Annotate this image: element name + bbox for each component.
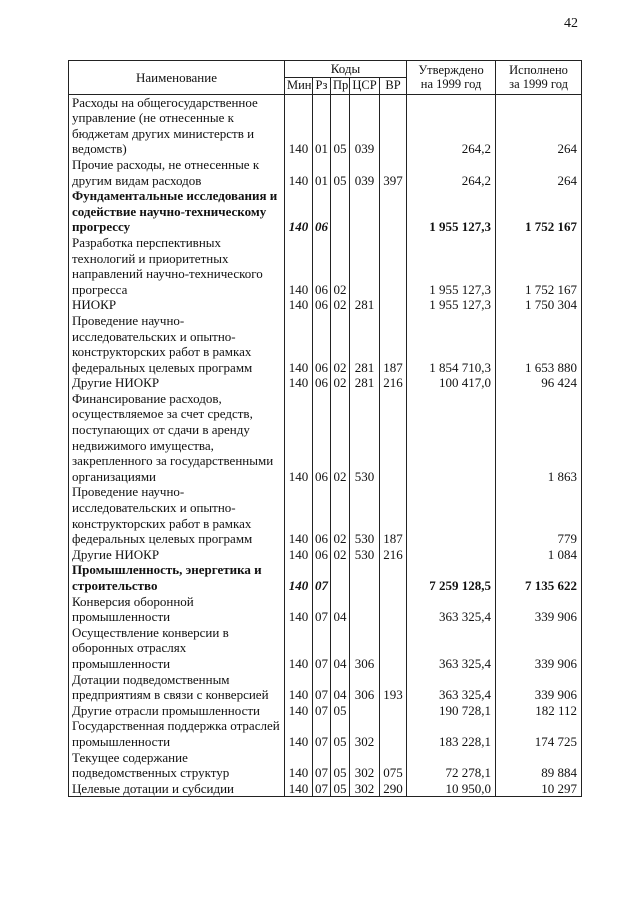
row-rz: 06 (313, 235, 331, 297)
row-pr: 02 (331, 313, 350, 375)
table-body (69, 94, 582, 797)
row-rz: 07 (313, 672, 331, 703)
header-csr: ЦСР (350, 77, 380, 94)
row-csr: 530 (350, 547, 380, 563)
row-rz: 07 (313, 703, 331, 719)
table-row (69, 547, 582, 563)
row-csr: 306 (350, 672, 380, 703)
row-csr: 530 (350, 484, 380, 546)
row-name: Другие НИОКР (69, 375, 285, 391)
row-name: Осуществление конверсии в оборонных отраслях промышленности (69, 625, 285, 672)
row-rz: 01 (313, 157, 331, 188)
row-vr (380, 188, 407, 235)
header-codes: Коды (285, 61, 407, 78)
row-min: 140 (285, 235, 313, 297)
table-row (69, 562, 582, 593)
row-approved: 1 955 127,3 (407, 297, 496, 313)
row-name: Государственная поддержка отраслей промышленности (69, 718, 285, 749)
row-csr: 039 (350, 157, 380, 188)
row-min: 140 (285, 188, 313, 235)
row-rz: 07 (313, 718, 331, 749)
row-rz: 07 (313, 625, 331, 672)
row-pr: 05 (331, 718, 350, 749)
row-csr (350, 235, 380, 297)
row-pr: 04 (331, 625, 350, 672)
row-executed: 1 752 167 (496, 188, 582, 235)
row-approved: 363 325,4 (407, 594, 496, 625)
row-executed: 339 906 (496, 594, 582, 625)
table-row (69, 672, 582, 703)
table-row (69, 188, 582, 235)
row-name: Финансирование расходов, осуществляемое за счет средств, поступающих от сдачи в аренду недвижимого имущества, закрепленного за государственными организациями (69, 391, 285, 485)
row-csr (350, 562, 380, 593)
row-min: 140 (285, 562, 313, 593)
row-vr: 216 (380, 547, 407, 563)
row-vr (380, 703, 407, 719)
header-approved (407, 61, 496, 95)
row-min: 140 (285, 391, 313, 485)
row-pr (331, 562, 350, 593)
header-name: Наименование (69, 61, 285, 95)
row-approved: 1 955 127,3 (407, 235, 496, 297)
table-row (69, 235, 582, 297)
table-row (69, 718, 582, 749)
row-pr: 05 (331, 703, 350, 719)
row-pr: 05 (331, 94, 350, 157)
row-min: 140 (285, 484, 313, 546)
row-min: 140 (285, 157, 313, 188)
header-approved-line2: на 1999 год (420, 77, 482, 92)
row-executed: 339 906 (496, 672, 582, 703)
row-rz: 06 (313, 547, 331, 563)
row-approved: 363 325,4 (407, 672, 496, 703)
row-csr: 281 (350, 375, 380, 391)
row-executed: 89 884 (496, 750, 582, 781)
row-vr: 397 (380, 157, 407, 188)
row-executed: 10 297 (496, 781, 582, 797)
header-executed (496, 61, 582, 95)
row-pr: 05 (331, 157, 350, 188)
row-approved: 363 325,4 (407, 625, 496, 672)
header-approved-line1: Утверждено (418, 63, 484, 78)
row-name: Разработка перспективных технологий и приоритетных направлений научно-технического прогресса (69, 235, 285, 297)
row-rz: 07 (313, 562, 331, 593)
row-min: 140 (285, 718, 313, 749)
row-rz: 07 (313, 594, 331, 625)
row-csr (350, 594, 380, 625)
row-name: Проведение научно-исследовательских и опытно-конструкторских работ в рамках федеральных целевых программ (69, 313, 285, 375)
row-min: 140 (285, 781, 313, 797)
page-number: 42 (564, 16, 578, 31)
row-csr: 302 (350, 718, 380, 749)
header-vr: ВР (380, 77, 407, 94)
table-row (69, 94, 582, 157)
row-pr: 04 (331, 594, 350, 625)
row-rz: 06 (313, 484, 331, 546)
row-vr (380, 94, 407, 157)
row-executed: 339 906 (496, 625, 582, 672)
row-pr: 02 (331, 391, 350, 485)
row-name: Промышленность, энергетика и строительство (69, 562, 285, 593)
row-approved (407, 391, 496, 485)
row-min: 140 (285, 94, 313, 157)
row-csr: 302 (350, 781, 380, 797)
row-executed: 182 112 (496, 703, 582, 719)
table-row (69, 703, 582, 719)
row-name: Конверсия оборонной промышленности (69, 594, 285, 625)
row-rz: 07 (313, 781, 331, 797)
row-vr: 187 (380, 313, 407, 375)
table-row (69, 391, 582, 485)
row-executed: 1 653 880 (496, 313, 582, 375)
row-pr: 02 (331, 484, 350, 546)
table-row (69, 157, 582, 188)
row-min: 140 (285, 703, 313, 719)
row-min: 140 (285, 625, 313, 672)
row-pr: 02 (331, 235, 350, 297)
row-min: 140 (285, 375, 313, 391)
row-name: Проведение научно-исследовательских и опытно-конструкторских работ в рамках федеральных целевых программ (69, 484, 285, 546)
table-row (69, 625, 582, 672)
row-rz: 01 (313, 94, 331, 157)
row-executed: 1 752 167 (496, 235, 582, 297)
table-row (69, 375, 582, 391)
row-pr: 02 (331, 375, 350, 391)
row-approved: 264,2 (407, 157, 496, 188)
row-name: Текущее содержание подведомственных структур (69, 750, 285, 781)
row-rz: 07 (313, 750, 331, 781)
row-executed: 174 725 (496, 718, 582, 749)
row-approved: 1 854 710,3 (407, 313, 496, 375)
row-approved: 100 417,0 (407, 375, 496, 391)
row-approved (407, 484, 496, 546)
row-rz: 06 (313, 375, 331, 391)
row-executed: 264 (496, 157, 582, 188)
row-name: Другие отрасли промышленности (69, 703, 285, 719)
row-csr: 306 (350, 625, 380, 672)
row-vr: 216 (380, 375, 407, 391)
row-approved: 1 955 127,3 (407, 188, 496, 235)
row-name: Расходы на общегосударственное управление (не отнесенные к бюджетам других министерств и ведомств) (69, 94, 285, 157)
row-vr (380, 594, 407, 625)
table-row (69, 297, 582, 313)
row-pr: 05 (331, 781, 350, 797)
row-name: Прочие расходы, не отнесенные к другим видам расходов (69, 157, 285, 188)
row-name: Фундаментальные исследования и содействие научно-техническому прогрессу (69, 188, 285, 235)
row-approved: 7 259 128,5 (407, 562, 496, 593)
row-approved: 264,2 (407, 94, 496, 157)
row-name: Целевые дотации и субсидии (69, 781, 285, 797)
table-row (69, 313, 582, 375)
budget-table (68, 60, 582, 797)
row-csr (350, 703, 380, 719)
header-executed-line1: Исполнено (509, 63, 568, 78)
table-row (69, 594, 582, 625)
row-rz: 06 (313, 391, 331, 485)
header-min: Мин (285, 77, 313, 94)
row-approved (407, 547, 496, 563)
row-pr: 04 (331, 672, 350, 703)
row-vr: 075 (380, 750, 407, 781)
row-min: 140 (285, 547, 313, 563)
row-approved: 190 728,1 (407, 703, 496, 719)
header-rz: Рз (313, 77, 331, 94)
row-rz: 06 (313, 313, 331, 375)
table-row (69, 484, 582, 546)
row-pr: 02 (331, 297, 350, 313)
row-min: 140 (285, 750, 313, 781)
row-vr (380, 297, 407, 313)
row-csr: 039 (350, 94, 380, 157)
table-row (69, 750, 582, 781)
row-vr (380, 235, 407, 297)
row-vr (380, 391, 407, 485)
row-executed: 7 135 622 (496, 562, 582, 593)
table-header (69, 61, 582, 95)
table-row (69, 781, 582, 797)
row-min: 140 (285, 313, 313, 375)
row-vr (380, 625, 407, 672)
row-pr: 02 (331, 547, 350, 563)
row-approved: 183 228,1 (407, 718, 496, 749)
row-csr: 281 (350, 297, 380, 313)
row-csr: 281 (350, 313, 380, 375)
row-name: НИОКР (69, 297, 285, 313)
row-vr (380, 562, 407, 593)
row-vr (380, 718, 407, 749)
header-pr: Пр (331, 77, 350, 94)
row-csr: 530 (350, 391, 380, 485)
row-rz: 06 (313, 297, 331, 313)
row-executed: 1 863 (496, 391, 582, 485)
row-name: Дотации подведомственным предприятиям в связи с конверсией (69, 672, 285, 703)
row-vr: 290 (380, 781, 407, 797)
row-pr: 05 (331, 750, 350, 781)
row-approved: 10 950,0 (407, 781, 496, 797)
row-min: 140 (285, 672, 313, 703)
row-executed: 264 (496, 94, 582, 157)
row-executed: 1 750 304 (496, 297, 582, 313)
row-executed: 96 424 (496, 375, 582, 391)
row-pr (331, 188, 350, 235)
row-vr: 193 (380, 672, 407, 703)
row-approved: 72 278,1 (407, 750, 496, 781)
row-csr (350, 188, 380, 235)
row-name: Другие НИОКР (69, 547, 285, 563)
row-executed: 779 (496, 484, 582, 546)
row-csr: 302 (350, 750, 380, 781)
row-executed: 1 084 (496, 547, 582, 563)
row-rz: 06 (313, 188, 331, 235)
row-min: 140 (285, 297, 313, 313)
header-executed-line2: за 1999 год (509, 77, 568, 92)
row-min: 140 (285, 594, 313, 625)
row-vr: 187 (380, 484, 407, 546)
